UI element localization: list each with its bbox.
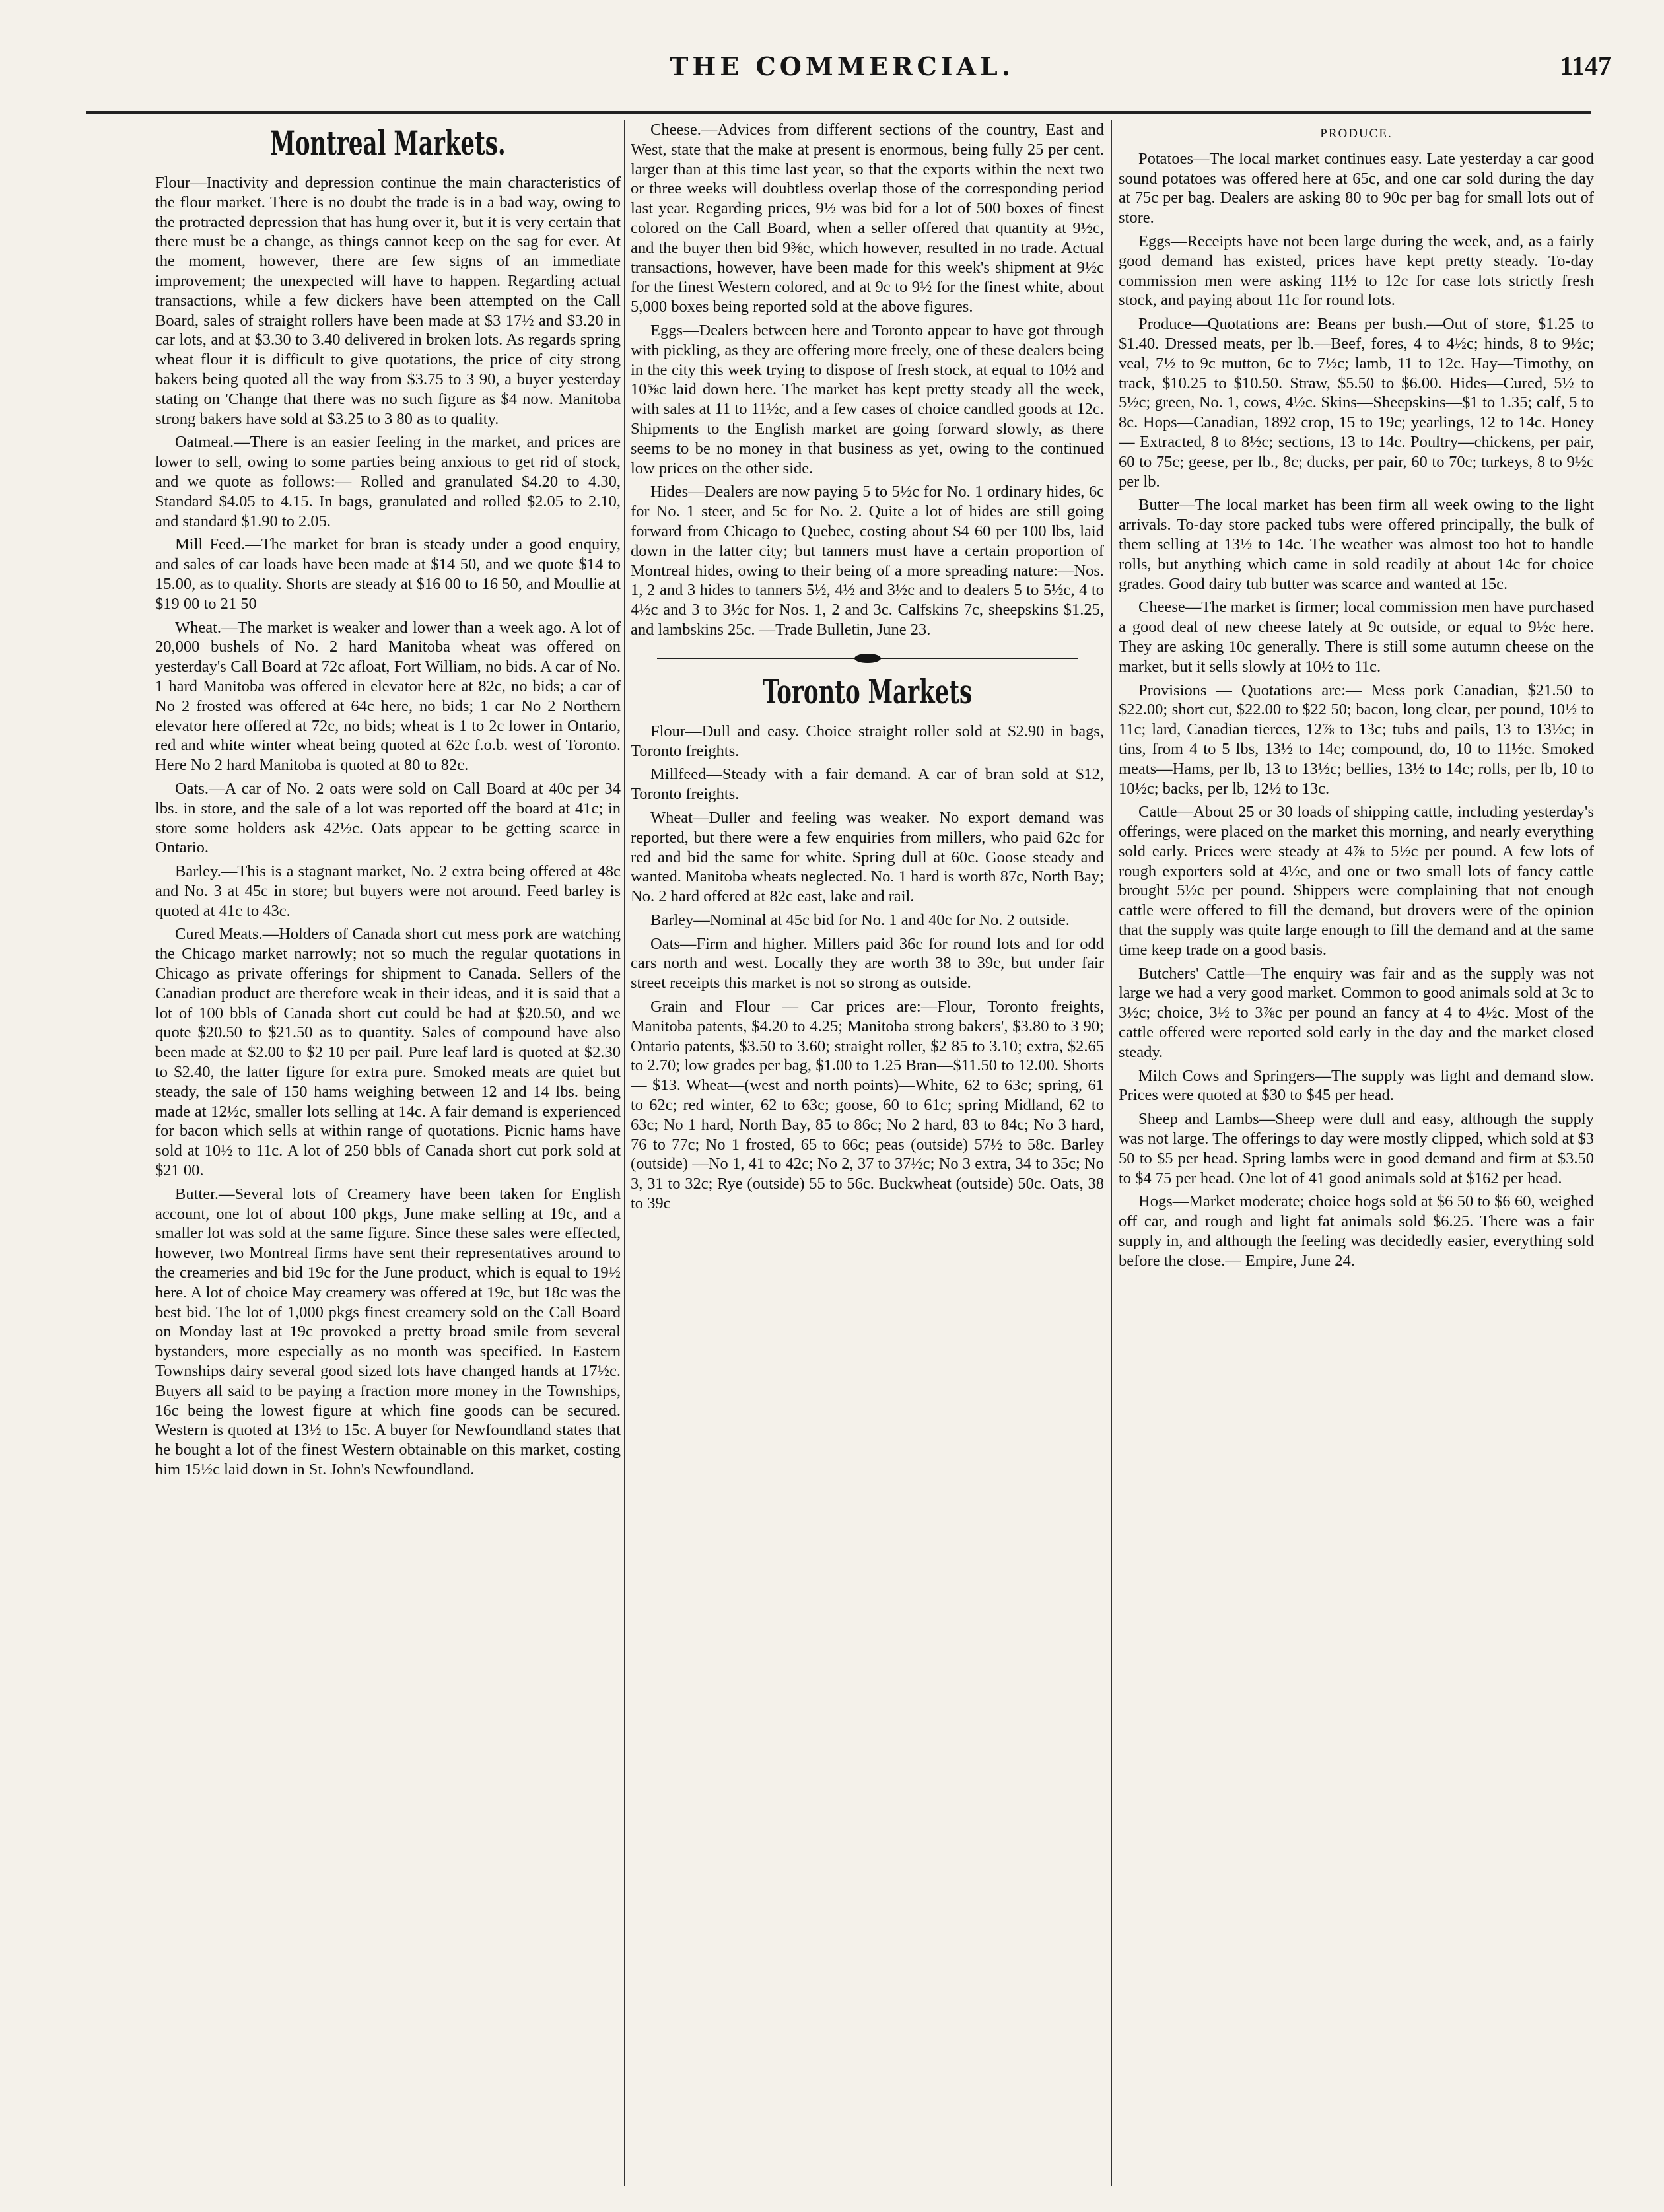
montreal-wheat: Wheat.—The market is weaker and lower than a week ago. A lot of 20,000 bushels of No. 2 hard Manitoba wheat was offered on yesterday's Call Board at 72c afloat, Fort William, no bids. A car of No. 1 hard Manitoba was offered in elevator here at 82c, no bids; a car of No 2 frosted was offered at 64c here, no bids; 1 car No 2 Northern elevator here offered at 72c, no bids; wheat is 1 to 2c lower in Ontario, red and white winter wheat being quoted at 62c f.o.b. west of Toronto. Here No 2 hard Manitoba is quoted at 80 to 82c. [155, 618, 621, 775]
page-header [73, 46, 1611, 106]
masthead: THE COMMERCIAL. [670, 52, 1014, 81]
toronto-hogs: Hogs—Market moderate; choice hogs sold at $6 50 to $6 60, weighed off car, and rough and light fat animals sold $6.25. There was a fair supply in, and although the feeling was decidedly easier, everything sold before the close.— Empire, June 24. [1119, 1192, 1594, 1270]
montreal-barley: Barley.—This is a stagnant market, No. 2 extra being offered at 48c and No. 3 at 45c in store; but buyers were not around. Feed barley is quoted at 41c to 43c. [155, 862, 621, 920]
toronto-headline: Toronto Markets [762, 672, 973, 711]
toronto-milch-cows: Milch Cows and Springers—The supply was light and demand slow. Prices were quoted at $30 to $45 per head. [1119, 1066, 1594, 1105]
produce-heading: PRODUCE. [1320, 127, 1393, 141]
section-ornament [657, 652, 1078, 665]
toronto-butchers-cattle: Butchers' Cattle—The enquiry was fair and as the supply was not large we had a very good market. Common to good animals sold at 3c to 3½c; choice, 3½ to 3⅞c per pound an fancy at 4 to 4½c. Most of the cattle offered were reported sold early in the day and the market closed steady. [1119, 964, 1594, 1061]
montreal-headline: Montreal Markets. [270, 123, 506, 162]
toronto-eggs: Eggs—Receipts have not been large during the week, and, as a fairly good demand has existed, prices have kept pretty steady. To-day commission men were asking 11½ to 12c for case lots strictly fresh stock, and paying about 11c for round lots. [1119, 232, 1594, 310]
toronto-oats: Oats—Firm and higher. Millers paid 36c for round lots and for odd cars north and west. Locally they are worth 38 to 39c, but under fair street receipts this market is not so strong as outside. [631, 934, 1104, 992]
column-2 [631, 120, 1104, 2186]
montreal-flour: Flour—Inactivity and depression continue the main characteristics of the flour market. There is no doubt the trade is in a bad way, owing to the protracted depression that has hung over it, but it is very certain that there must be a change, as things cannot keep on the sag for ever. At the moment, however, there are few signs of an immediate improvement; the unexpected will have to happen. Regarding actual transactions, while a few dickers have been attempted on the Call Board, sales of straight rollers have been made at $3 17½ and $3.20 in car lots, and at $3.30 to 3.40 delivered in broken lots. As regards spring wheat flour it is difficult to give quotations, the price of city strong bakers being quoted all the way from $3.75 to 3 90, a buyer yesterday stating on 'Change that there was no such figure as $4 now. Manitoba strong bakers have sold at $3.25 to 3 80 as to quality. [155, 174, 621, 428]
montreal-hides: Hides—Dealers are now paying 5 to 5½c for No. 1 ordinary hides, 6c for No. 1 steer, and 5c for No. 2. Quite a lot of hides are still going forward from Chicago to Quebec, costing about $4 60 per 100 lbs, laid down in the latter city; but tanners must have a certain proportion of Montreal hides, owing to their being of a more spreading nature:—Nos. 1, 2 and 3 hides to tanners 5½, 4½ and 3½c and to dealers 5 to 5½c, 4 to 4½c and 3 to 3½c for Nos. 1, 2 and 3c. Calfskins 7c, sheepskins $1.25, and lambskins 25c. —Trade Bulletin, June 23. [631, 483, 1104, 639]
column-3 [1119, 120, 1594, 2186]
toronto-provisions: Provisions — Quotations are:— Mess pork Canadian, $21.50 to $22.00; short cut, $22.00 to $22 50; bacon, long clear, per pound, 10½ to 11c; lard, Canadian tierces, 12⅞ to 13c; tubs and pails, 13 to 13½c; in tins, from 4 to 5 lbs, 13½ to 14c; compound, do, 10 to 11½c. Smoked meats—Hams, per lb, 13 to 13½c; bellies, 13½ to 14c; rolls, per lb, 10 to 10½c; backs, per lb, 12½ to 13c. [1119, 681, 1594, 798]
toronto-potatoes: Potatoes—The local market continues easy. Late yesterday a car good sound potatoes was offered here at 65c, and one car sold during the day at 75c per bag. Dealers are asking 80 to 90c per bag for small lots out of store. [1119, 149, 1594, 227]
column-divider [624, 120, 625, 2186]
header-rule [86, 111, 1591, 114]
toronto-wheat: Wheat—Duller and feeling was weaker. No export demand was reported, but there were a few enquiries from millers, who paid 62c for red and bid the same for white. Spring dull at 60c. Goose steady and wanted. Manitoba wheats neglected. No. 1 hard is worth 87c, North Bay; No. 2 hard offered at 82c east, lake and rail. [631, 808, 1104, 906]
montreal-eggs: Eggs—Dealers between here and Toronto appear to have got through with pickling, as they are offering more freely, one of these dealers being in the city this week trying to dispose of fresh stock, at equal to 10½ and 10⅝c laid down here. The market has kept pretty steady all the week, with sales at 11 to 11½c, and a few cases of choice candled goods at 12c. Shipments to the English market are going forward slowly, as there seems to be no money in that business as yet, owing to the continued low prices on the other side. [631, 321, 1104, 477]
column-divider [1111, 120, 1112, 2186]
toronto-cattle: Cattle—About 25 or 30 loads of shipping cattle, including yesterday's offerings, were placed on the market this morning, and nearly everything sold early. Prices were steady at 4⅞ to 5½c per pound. A few lots of rough exporters sold at 4½c, and one or two small lots of fancy cattle brought 5½c per pound. Shippers were complaining that not enough cattle were offered to fill the demand, but drovers were of the opinion that the supply was quite large enough to fill the demand and at the same time keep trade on a good basis. [1119, 803, 1594, 959]
column-1 [155, 120, 621, 2186]
montreal-butter: Butter.—Several lots of Creamery have been taken for English account, one lot of about 100 pkgs, June make selling at 19c, and a smaller lot was sold at the same figure. Since these sales were effected, however, two Montreal firms have sent their representatives around to the creameries and bid 19c for the June product, which is equal to 19½ here. A lot of choice May creamery was offered at 19c, but 18c was the best bid. The lot of 1,000 pkgs finest creamery sold on the Call Board on Monday last at 19c provoked a pretty broad smile from several bystanders, more especially as no month was specified. In Eastern Townships dairy several good sized lots have changed hands at 17½c. Buyers all said to be paying a fraction more money in the Townships, 16c being the lowest figure at which fine goods can be secured. Western is quoted at 13½ to 15c. A buyer for Newfoundland states that he bought a lot of the finest Western obtainable on this market, costing him 15½c laid down in St. John's Newfoundland. [155, 1185, 621, 1478]
montreal-cheese: Cheese.—Advices from different sections of the country, East and West, state that the make at present is enormous, being fully 25 per cent. larger than at this time last year, so that the exports within the next two or three weeks will doubtless overlap those of the corresponding period last year. Regarding prices, 9½ was bid for a lot of 500 boxes of finest colored on the Call Board, when a seller offered that quantity at 9½c, and the buyer then bid 9⅜c, which however, resulted in no trade. Actual transactions, however, have been made for this week's shipment at 9½c for the finest Western colored, and at 9c to 9½ for the finest white, about 5,000 boxes being reported sold at the above figures. [631, 121, 1104, 316]
toronto-butter: Butter—The local market has been firm all week owing to the light arrivals. To-day store packed tubs were offered principally, the bulk of them selling at 13½ to 14c. The weather was almost too hot to handle rolls, but anything which came in sold readily at about 14c for choice grades. Good dairy tub butter was scarce and wanted at 15c. [1119, 496, 1594, 593]
toronto-produce: Produce—Quotations are: Beans per bush.—Out of store, $1.25 to $1.40. Dressed meats, per lb.—Beef, fores, 4 to 4½c; hinds, 8 to 9½c; veal, 7½ to 9c mutton, 6c to 7½c; lamb, 11 to 12c. Hay—Timothy, on track, $10.25 to $10.50. Straw, $5.50 to $6.00. Hides—Cured, 5½ to 5½c; green, No. 1, cows, 4½c. Skins—Sheepskins—$1 to 1.35; calf, 5 to 8c. Hops—Canadian, 1892 crop, 15 to 19c; yearlings, 12 to 14c. Honey — Extracted, 8 to 8½c; sections, 13 to 14c. Poultry—chickens, per pair, 60 to 75c; geese, per lb., 8c; ducks, per pair, 60 to 70c; turkeys, 8 to 9½c per lb. [1119, 315, 1594, 491]
toronto-millfeed: Millfeed—Steady with a fair demand. A car of bran sold at $12, Toronto freights. [631, 765, 1104, 804]
montreal-oats: Oats.—A car of No. 2 oats were sold on Call Board at 40c per 34 lbs. in store, and the sale of a lot was reported off the board at 41c; in store some holders ask 42½c. Oats appear to be getting scarce in Ontario. [155, 779, 621, 857]
toronto-barley: Barley—Nominal at 45c bid for No. 1 and 40c for No. 2 outside. [650, 911, 1070, 929]
montreal-cured-meats: Cured Meats.—Holders of Canada short cut mess pork are watching the Chicago market narrowly; not so much the regular quotations in Chicago as private offerings for shipment to Canada. Sellers of the Canadian product are therefore weak in their ideas, and it is said that a lot of 100 bbls of Canada short cut could be had at $20.50, and we quote $20.50 to $21.50 as to quantity. Sales of compound have also been made at $2.00 to $2 10 per pail. Pure leaf lard is quoted at $2.30 to $2.40, the latter figure for extra pure. Smoked meats are quiet but steady, the sale of 150 hams weighing between 12 and 14 lbs. being made at 12½c, smaller lots selling at 14c. A fair demand is experienced for bacon which sells at within range of quotations. Picnic hams have sold at 10½ to 11c. A lot of 250 bbls of Canada short cut pork sold at $21 00. [155, 925, 621, 1180]
toronto-sheep-lambs: Sheep and Lambs—Sheep were dull and easy, although the supply was not large. The offerings to day were mostly clipped, which sold at $3 50 to $5 per head. Spring lambs were in good demand and firm at $3.50 to $4 75 per head. One lot of 41 good animals sold at $162 per head. [1119, 1110, 1594, 1187]
toronto-flour: Flour—Dull and easy. Choice straight roller sold at $2.90 in bags, Toronto freights. [631, 722, 1104, 760]
montreal-mill-feed: Mill Feed.—The market for bran is steady under a good enquiry, and sales of car loads have been made at $14 50, and we quote $14 to 15.00, as to quality. Shorts are steady at $16 00 to 16 50, and Moullie at $19 00 to 21 50 [155, 536, 621, 613]
toronto-grain-flour: Grain and Flour — Car prices are:—Flour, Toronto freights, Manitoba patents, $4.20 to 4.25; Manitoba strong bakers', $3.80 to 3 90; Ontario patents, $3.50 to 3.60; straight roller, $2 85 to 3.10; extra, $2.65 to 2.70; low grades per bag, $1.00 to 1.25 Bran—$11.50 to 12.00. Shorts — $13. Wheat—(west and north points)—White, 62 to 63c; spring, 61 to 62c; red winter, 62 to 63c; goose, 60 to 61c; spring Midland, 62 to 63c; No 1 hard, North Bay, 85 to 86c; No 2 hard, 83 to 84c; No 3 hard, 76 to 77c; No 1 frosted, 65 to 66c; peas (outside) 57½ to 58c. Barley (outside) —No 1, 41 to 42c; No 2, 37 to 37½c; No 3 extra, 34 to 35c; No 3, 31 to 32c; Rye (outside) 55 to 56c. Buckwheat (outside) 50c. Oats, 38 to 39c [631, 998, 1104, 1213]
page-number: 1147 [1560, 51, 1611, 81]
montreal-oatmeal: Oatmeal.—There is an easier feeling in the market, and prices are lower to sell, owing to some parties being anxious to get rid of stock, and we quote as follows:— Rolled and granulated $4.20 to 4.30, Standard $4.05 to 4.15. In bags, granulated and rolled $2.05 to 2.10, and standard $1.90 to 2.05. [155, 433, 621, 530]
toronto-cheese: Cheese—The market is firmer; local commission men have purchased a good deal of new cheese lately at 9c outside, or equal to 9½c here. They are asking 10c generally. There is still some autumn cheese on the market, but it sells slowly at 10½ to 11c. [1119, 598, 1594, 675]
